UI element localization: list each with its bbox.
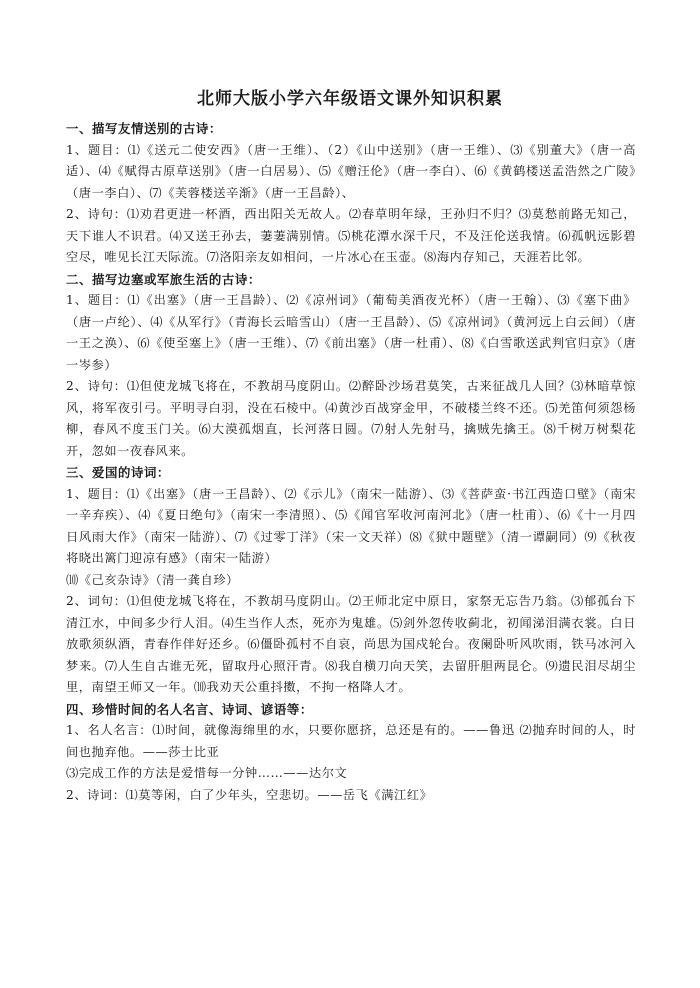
section-frontier xyxy=(66,269,636,463)
section-friendship xyxy=(66,118,636,269)
section-heading: 四、珍惜时间的名人名言、诗词、谚语等： xyxy=(66,701,313,717)
section-heading: 三、爱国的诗词： xyxy=(66,465,170,480)
poem-verses: 2、诗句：⑴劝君更进一杯酒，西出阳关无故人。⑵春草明年绿，王孙归不归？⑶莫愁前路无知己，天下谁人不识君。⑷又送王孙去，萋萋满别情。⑸桃花潭水深千尺，不及汪伦送我情。⑹孤帆远影碧空尽，唯见长江天际流。⑺洛阳亲友如相问，一片冰心在玉壶。⑻海内存知己，天涯若比邻。 xyxy=(66,207,636,264)
document-title: 北师大版小学六年级语文课外知识积累 xyxy=(197,89,503,109)
poem-verses: 2、词句：⑴但使龙城飞将在，不教胡马度阴山。⑵王师北定中原日，家祭无忘告乃翁。⑶郁孤台下清江水，中间多少行人泪。⑷生当作人杰，死亦为鬼雄。⑸剑外忽传收蓟北，初闻涕泪满衣裳。白日放歌须纵酒，青春作伴好还乡。⑹僵卧孤村不自哀，尚思为国戍轮台。夜阑卧听风吹雨，铁马冰河入梦来。⑺人生自古谁无死，留取丹心照汗青。⑻我自横刀向天笑，去留肝胆两昆仑。⑼遗民泪尽胡尘里，南望王师又一年。⑽我劝天公重抖擞，不拘一格降人才。 xyxy=(66,594,636,694)
document-body xyxy=(66,118,636,806)
famous-quotes-extra: ⑶完成工作的方法是爱惜每一分钟……——达尔文 xyxy=(66,766,348,780)
famous-quotes: 1、名人名言：⑴时间，就像海绵里的水，只要你愿挤，总还是有的。——鲁迅 ⑵抛弃时间的人，时间也抛弃他。——莎士比亚 xyxy=(66,723,636,759)
section-heading: 一、描写友情送别的古诗： xyxy=(66,121,222,136)
poem-verses: 2、诗句：⑴但使龙城飞将在，不教胡马度阴山。⑵醉卧沙场君莫笑，古来征战几人回？⑶林暗草惊风，将军夜引弓。平明寻白羽，没在石棱中。⑷黄沙百战穿金甲，不破楼兰终不还。⑸羌笛何须怨杨柳，春风不度玉门关。⑹大漠孤烟直，长河落日圆。⑺射人先射马，擒贼先擒王。⑻千树万树梨花开，忽如一夜春风来。 xyxy=(66,379,636,458)
poem-verses: 2、诗词：⑴莫等闲，白了少年头，空悲切。——岳飞《满江红》 xyxy=(66,787,433,802)
section-heading: 二、描写边塞或军旅生活的古诗： xyxy=(66,271,261,287)
poem-titles: 1、题目：⑴《送元二使安西》（唐一王维）、（2）《山中送别》（唐一王维）、⑶《别董大》（唐一高适）、⑷《赋得古原草送别》（唐一白居易）、⑸《赠汪伦》（唐一李白）、⑹《黄鹤楼送孟浩然之广陵》（唐一李白）、⑺《芙蓉楼送辛渐》（唐一王昌龄）、 xyxy=(66,142,636,200)
section-time xyxy=(66,699,636,807)
poem-titles: 1、题目：⑴《出塞》（唐一王昌龄）、⑵《凉州词》（葡萄美酒夜光杯）（唐一王翰）、⑶《塞下曲》（唐一卢纶）、⑷《从军行》（青海长云暗雪山）（唐一王昌龄）、⑸《凉州词》（黄河远上白云间）（唐一王之涣）、⑹《使至塞上》（唐一王维）、⑺《前出塞》（唐一杜甫）、⑻《白雪歌送武判官归京》（唐一岑参） xyxy=(66,293,636,372)
section-patriotic xyxy=(66,462,636,699)
poem-titles: 1、题目：⑴《出塞》（唐一王昌龄）、⑵《示儿》（南宋一陆游）、⑶《菩萨蛮·书江西造口壁》（南宋一辛弃疾）、⑷《夏日绝句》（南宋一李清照）、⑸《闻官军收河南河北》（唐一杜甫）、⑹《十一月四日风雨大作》（南宋一陆游）、⑺《过零丁洋》（宋一文天祥）⑻《狱中题壁》（清一谭嗣同）⑼《秋夜将晓出篱门迎凉有感》（南宋一陆游） xyxy=(66,486,636,565)
poem-titles-extra: ⑽《己亥杂诗》（清一龚自珍） xyxy=(66,572,239,587)
